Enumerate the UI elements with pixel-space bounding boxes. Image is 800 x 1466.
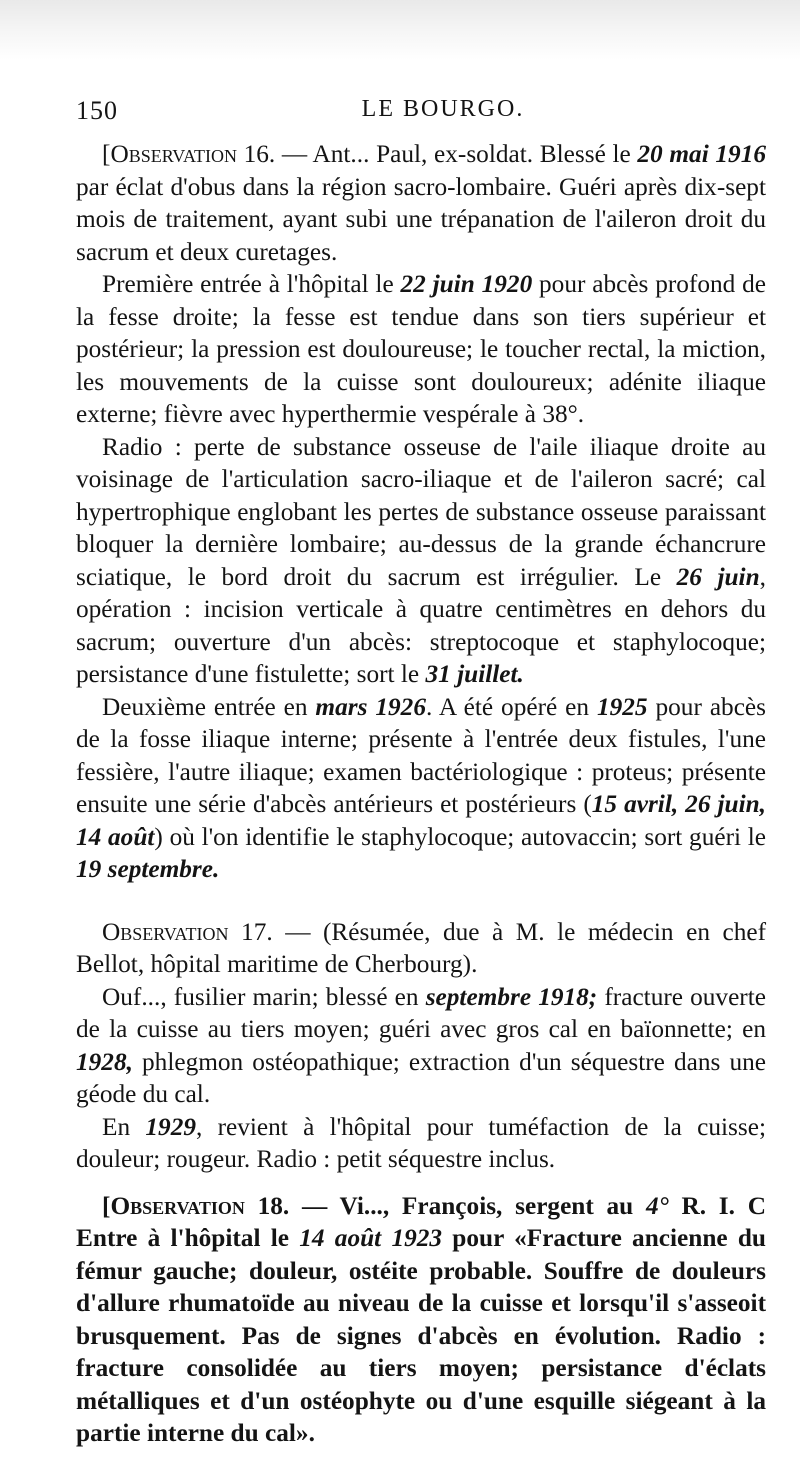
observation-18-title: Observation xyxy=(110,1191,245,1220)
history-text-3: phlegmon ostéopathique; extraction d'un séquestre dans une géode du cal. xyxy=(76,1047,766,1108)
observation-17-intro-text: — (Résumée, due à M. le médecin en chef Bellot, hôpital maritime de Cherbourg). xyxy=(76,917,767,978)
scan-shadow xyxy=(0,0,800,60)
observation-18-number: 18. xyxy=(257,1191,290,1220)
observation-17-number: 17. xyxy=(241,917,273,946)
observation-18-text-3: pour «Fracture ancienne du fémur gauche; douleur, ostéite probable. Souffre de douleurs d'allure rhumatoïde au niveau de la cuisse et lorsqu'il s'asseoit brusquement. Pas de signes d'abcès en évolution. Radio : fracture consolidée au tiers moyen; persistance d'éclats métalliques et d'un ostéophyte ou d'une esquille siégeant à la partie interne du cal». xyxy=(76,1224,767,1447)
operation-date: 26 juin xyxy=(676,562,760,591)
discharge-date: 31 juillet. xyxy=(425,660,524,688)
cured-date: 19 septembre. xyxy=(76,855,220,883)
wound-date: septembre 1918; xyxy=(425,982,598,1011)
observation-16-number: 16. xyxy=(243,140,276,168)
observation-16-date-wounded: 20 mai 1916 xyxy=(637,140,766,168)
regiment-number: 4° xyxy=(645,1191,669,1220)
observation-17-intro xyxy=(76,916,766,981)
observation-17-return xyxy=(76,1111,766,1176)
second-admission-text-3: pour abcès de la fosse iliaque interne; présente à l'entrée deux fistules, l'une fessière, l'autre iliaque; examen bactériologique : proteus; présente ensuite une série d'abcès antérieurs et postérieurs ( xyxy=(76,692,766,818)
second-admission-text-2: . A été opéré en xyxy=(425,692,597,721)
return-year: 1929 xyxy=(145,1112,196,1141)
history-text-1: Ouf..., fusilier marin; blessé en xyxy=(102,982,426,1011)
observation-bracket: [ xyxy=(102,1191,111,1220)
second-admission-date: mars 1926 xyxy=(315,692,426,721)
observation-16-first-admission xyxy=(76,268,766,431)
observation-16-second-admission xyxy=(76,691,766,886)
page-body xyxy=(76,138,766,1450)
observation-16-title: Observation xyxy=(110,140,237,168)
first-admission-text-1: Première entrée à l'hôpital le xyxy=(102,270,401,298)
abscess-dates: 15 avril, 26 juin, 14 août xyxy=(76,790,766,851)
return-text-2: , revient à l'hôpital pour tuméfaction de la cuisse; douleur; rougeur. Radio : petit séquestre inclus. xyxy=(76,1112,766,1173)
observation-18 xyxy=(76,1190,766,1450)
second-admission-text-1: Deuxième entrée en xyxy=(102,692,316,721)
observation-18-text-2: R. I. C Entre à l'hôpital le xyxy=(76,1191,766,1252)
observation-17-history xyxy=(76,981,766,1111)
page-number: 150 xyxy=(76,96,118,125)
second-admission-text-4: ) où l'on identifie le staphylocoque; autovaccin; sort guéri le xyxy=(154,822,766,851)
phlegmon-year: 1928, xyxy=(76,1047,133,1076)
admission-date: 14 août 1923 xyxy=(299,1224,443,1252)
observation-17-title: Observation xyxy=(102,917,229,946)
first-admission-text-2: pour abcès profond de la fesse droite; la fesse est tendue dans son tiers supérieur et postérieur; la pression est douloureuse; le toucher rectal, la miction, les mouvements de la cuisse sont douloureux; adénite iliaque externe; fièvre avec hyperthermie vespérale à 38°. xyxy=(76,270,766,428)
first-admission-date: 22 juin 1920 xyxy=(400,270,533,298)
return-text-1: En xyxy=(102,1112,146,1141)
operation-year: 1925 xyxy=(596,692,648,721)
observation-16-intro-text-1: — Ant... Paul, ex-soldat. Blessé le xyxy=(275,140,638,168)
history-text-2: fracture ouverte de la cuisse au tiers moyen; guéri avec gros cal en baïonnette; en xyxy=(76,982,766,1043)
radio-text-1: Radio : perte de substance osseuse de l'aile iliaque droite au voisinage de l'articulation sacro-iliaque et de l'aileron sacré; cal hypertrophique englobant les pertes de substance osseuse paraissant bloquer la dernière lombaire; au-dessus de la grande échancrure sciatique, le bord droit du sacrum est irrégulier. Le xyxy=(76,432,766,591)
running-title: LE BOURGO. xyxy=(361,96,525,122)
radio-text-2: , opération : incision verticale à quatre centimètres en dehors du sacrum; ouverture d'un abcès: streptocoque et staphylocoque; persistance d'une fistulette; sort le xyxy=(76,562,766,688)
page-header xyxy=(76,96,770,130)
observation-16-radio xyxy=(76,431,766,691)
observation-16-intro-text-2: par éclat d'obus dans la région sacro-lombaire. Guéri après dix-sept mois de traitement, ayant subi une trépanation de l'aileron droit du sacrum et deux curetages. xyxy=(76,172,766,266)
observation-16-intro xyxy=(76,138,766,268)
observation-bracket: [ xyxy=(102,140,111,168)
observation-18-text-1: — Vi..., François, sergent au xyxy=(289,1191,646,1220)
